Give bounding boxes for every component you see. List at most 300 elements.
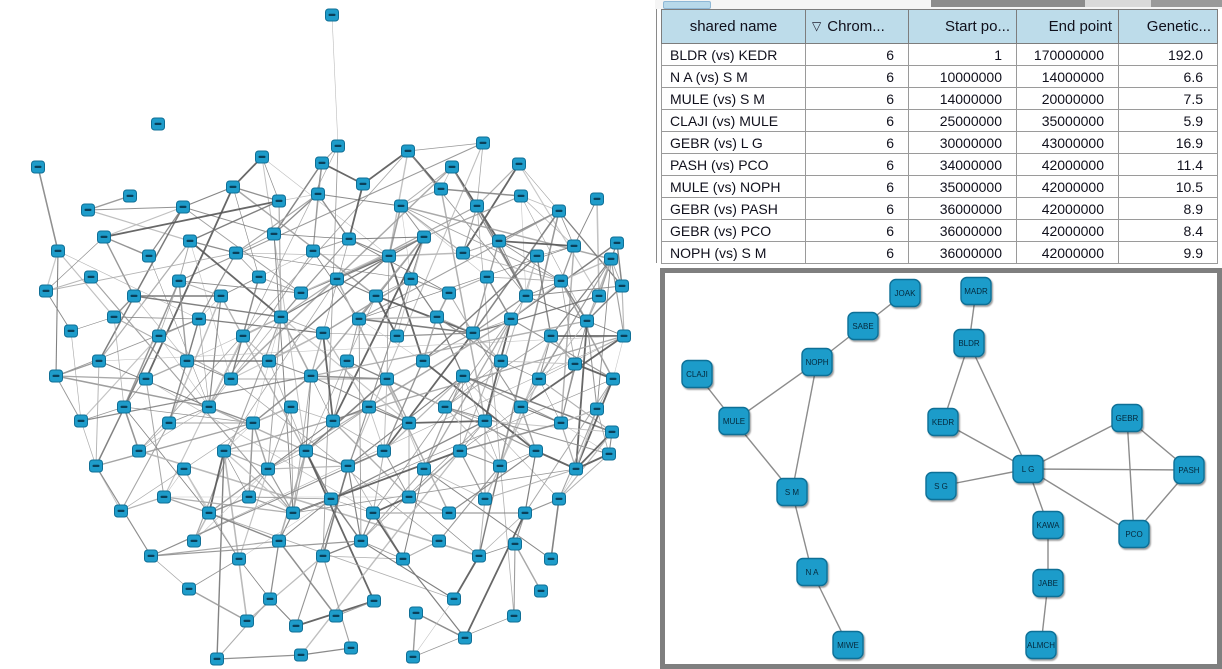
network-node[interactable] [407,651,420,663]
network-node[interactable] [262,463,275,475]
node-label-smudge [271,233,278,235]
network-node-BLDR[interactable] [954,330,984,357]
network-node[interactable] [273,535,286,547]
network-node[interactable] [75,415,88,427]
network-node-MULE[interactable] [719,408,749,435]
node-label-smudge [442,406,449,408]
table-cell[interactable]: 30000000 [909,132,1017,154]
node-label-smudge [121,406,128,408]
network-node[interactable] [410,607,423,619]
network-node[interactable] [431,311,444,323]
node-label-smudge [534,255,541,257]
network-node[interactable] [533,373,546,385]
network-node[interactable] [493,235,506,247]
network-node[interactable] [181,355,194,367]
network-node[interactable] [569,358,582,370]
table-cell[interactable]: 36000000 [909,220,1017,242]
network-node[interactable] [241,615,254,627]
network-node[interactable] [326,9,339,21]
network-node[interactable] [145,550,158,562]
network-node[interactable] [570,463,583,475]
network-node[interactable] [253,271,266,283]
network-node[interactable] [115,505,128,517]
table-cell[interactable]: 6 [806,154,909,176]
network-node[interactable] [591,403,604,415]
network-node[interactable] [443,507,456,519]
network-node[interactable] [295,649,308,661]
node-label-smudge [111,316,118,318]
network-node[interactable] [418,463,431,475]
table-cell[interactable]: 42000000 [1017,220,1119,242]
network-node[interactable] [158,491,171,503]
node-label: SABE [852,322,874,332]
column-header-chrom-[interactable] [806,10,909,44]
network-node[interactable] [153,330,166,342]
network-node[interactable] [383,250,396,262]
network-node[interactable] [545,330,558,342]
network-node[interactable] [184,235,197,247]
network-node[interactable] [183,583,196,595]
network-node[interactable] [82,204,95,216]
table-cell[interactable]: GEBR (vs) PCO [662,220,806,242]
network-node[interactable] [439,401,452,413]
network-edge [58,251,114,317]
network-node[interactable] [325,493,338,505]
table-cell[interactable]: CLAJI (vs) MULE [662,110,806,132]
network-node[interactable] [553,493,566,505]
network-node[interactable] [418,231,431,243]
table-row[interactable] [662,220,1218,242]
node-label-smudge [310,250,317,252]
network-node-NOPH[interactable] [802,349,832,376]
table-cell[interactable]: 6 [806,66,909,88]
node-label-smudge [303,450,310,452]
network-node[interactable] [459,632,472,644]
node-label-smudge [518,195,525,197]
column-header-shared-name[interactable] [662,10,806,44]
network-node[interactable] [133,445,146,457]
node-label-smudge [118,510,125,512]
table-cell[interactable]: NOPH (vs) S M [662,242,806,264]
network-node[interactable] [32,161,45,173]
node-label-smudge [335,145,342,147]
table-cell[interactable]: 170000000 [1017,44,1119,66]
network-node[interactable] [247,417,260,429]
network-node[interactable] [433,535,446,547]
node-label: MULE [722,417,746,427]
table-cell[interactable]: N A (vs) S M [662,66,806,88]
table-cell[interactable]: 6 [806,176,909,198]
column-header-start-po-[interactable] [909,10,1017,44]
network-node[interactable] [479,493,492,505]
node-label-smudge [408,278,415,280]
table-cell[interactable]: 1 [909,44,1017,66]
table-scroll-strip [655,0,1222,9]
table-row[interactable] [662,88,1218,110]
network-edge-BLDR-LG[interactable] [969,343,1028,469]
table-cell[interactable]: 6 [806,110,909,132]
network-node[interactable] [593,290,606,302]
network-node[interactable] [85,271,98,283]
network-node[interactable] [305,370,318,382]
table-cell[interactable]: GEBR (vs) PASH [662,198,806,220]
network-node-CLAJI[interactable] [682,361,712,388]
network-node[interactable] [531,250,544,262]
network-edge [514,544,515,616]
node-label-smudge [330,420,337,422]
node-label-smudge [246,496,253,498]
network-node[interactable] [378,445,391,457]
table-header-row [662,10,1218,44]
table-cell[interactable]: 7.5 [1119,88,1218,110]
network-node[interactable] [300,445,313,457]
table-cell[interactable]: BLDR (vs) KEDR [662,44,806,66]
network-node[interactable] [367,507,380,519]
network-node[interactable] [193,313,206,325]
network-node[interactable] [128,290,141,302]
network-node[interactable] [471,200,484,212]
network-node[interactable] [98,231,111,243]
table-cell[interactable]: 6 [806,242,909,264]
network-edge [253,376,311,423]
network-node[interactable] [243,491,256,503]
network-edge-LG-PASH[interactable] [1028,469,1189,470]
network-node[interactable] [417,355,430,367]
network-node-KAWA[interactable] [1033,512,1063,539]
network-node[interactable] [256,151,269,163]
node-label-smudge [293,625,300,627]
network-edge [479,499,485,556]
table-row[interactable] [662,176,1218,198]
table-cell[interactable]: 35000000 [1017,110,1119,132]
network-node[interactable] [345,642,358,654]
network-node[interactable] [473,550,486,562]
network-node[interactable] [553,205,566,217]
network-node[interactable] [457,370,470,382]
network-node[interactable] [555,275,568,287]
network-edge [349,184,363,239]
network-node[interactable] [140,373,153,385]
network-node[interactable] [581,315,594,327]
node-label-smudge [497,465,504,467]
network-edge [409,451,460,497]
network-node[interactable] [403,417,416,429]
network-node[interactable] [618,330,631,342]
table-cell[interactable]: 11.4 [1119,154,1218,176]
network-node[interactable] [495,355,508,367]
node-label-smudge [573,468,580,470]
filter-icon[interactable]: ▽ [812,18,822,33]
network-edge [56,251,58,376]
table-cell[interactable]: 5.9 [1119,110,1218,132]
network-node[interactable] [355,535,368,547]
network-node[interactable] [177,201,190,213]
network-node[interactable] [188,535,201,547]
network-node[interactable] [343,233,356,245]
table-row[interactable] [662,154,1218,176]
network-node[interactable] [381,373,394,385]
network-node[interactable] [332,140,345,152]
network-node[interactable] [290,620,303,632]
network-edge [189,559,239,589]
network-node[interactable] [178,463,191,475]
network-node[interactable] [218,445,231,457]
network-node[interactable] [591,193,604,205]
node-label-smudge [533,450,540,452]
table-cell[interactable]: 6 [806,44,909,66]
network-node-PCO[interactable] [1119,521,1149,548]
network-node[interactable] [391,330,404,342]
table-cell[interactable]: 10.5 [1119,176,1218,198]
network-node[interactable] [479,415,492,427]
network-node[interactable] [555,417,568,429]
network-node[interactable] [317,327,330,339]
network-node[interactable] [616,280,629,292]
network-edge-NOPH-SM[interactable] [792,362,817,492]
network-node[interactable] [454,445,467,457]
network-node[interactable] [225,373,238,385]
table-cell[interactable]: 42000000 [1017,154,1119,176]
network-node-NA[interactable] [797,559,827,586]
network-node[interactable] [233,553,246,565]
network-node[interactable] [143,250,156,262]
table-cell[interactable]: 36000000 [909,242,1017,264]
network-edge-GEBR-PCO[interactable] [1127,418,1134,534]
network-node-SG[interactable] [926,473,956,500]
network-node[interactable] [124,190,137,202]
column-header-end-point[interactable] [1017,10,1119,44]
network-node[interactable] [370,290,383,302]
table-cell[interactable]: 8.4 [1119,220,1218,242]
network-node[interactable] [173,275,186,287]
network-node-PASH[interactable] [1174,457,1204,484]
network-node[interactable] [448,593,461,605]
node-label-smudge [446,512,453,514]
network-node[interactable] [108,311,121,323]
network-node-JABE[interactable] [1033,570,1063,597]
node-label-smudge [606,453,613,455]
network-node[interactable] [357,178,370,190]
network-edge [416,613,465,638]
network-edge [373,513,403,559]
table-cell[interactable]: 9.9 [1119,242,1218,264]
network-node[interactable] [227,181,240,193]
table-cell[interactable]: 36000000 [909,198,1017,220]
table-cell[interactable]: 42000000 [1017,198,1119,220]
network-node[interactable] [435,183,448,195]
network-node[interactable] [446,161,459,173]
network-node-MIWE[interactable] [833,632,863,659]
table-cell[interactable]: 34000000 [909,154,1017,176]
table-cell[interactable]: PASH (vs) PCO [662,154,806,176]
network-node[interactable] [330,610,343,622]
node-label: JOAK [894,289,916,299]
small-network-canvas[interactable] [665,273,1217,664]
network-node[interactable] [568,240,581,252]
network-node[interactable] [535,585,548,597]
network-node[interactable] [287,507,300,519]
network-node-LG[interactable] [1013,456,1043,483]
network-node[interactable] [403,491,416,503]
network-node[interactable] [508,610,521,622]
network-edge [217,451,224,659]
table-cell[interactable]: 20000000 [1017,88,1119,110]
network-node[interactable] [341,355,354,367]
node-label-smudge [206,406,213,408]
node-label-smudge [482,420,489,422]
network-node[interactable] [203,401,216,413]
network-node[interactable] [317,550,330,562]
network-node[interactable] [607,373,620,385]
network-edge [384,379,387,451]
network-node[interactable] [307,245,320,257]
table-cell[interactable]: 42000000 [1017,242,1119,264]
network-node[interactable] [342,460,355,472]
table-row[interactable] [662,242,1218,264]
network-node[interactable] [215,290,228,302]
node-label-smudge [187,240,194,242]
network-node-SM[interactable] [777,479,807,506]
network-node-KEDR[interactable] [928,409,958,436]
node-label-smudge [484,276,491,278]
table-cell[interactable]: 16.9 [1119,132,1218,154]
network-node[interactable] [519,507,532,519]
table-cell[interactable]: 10000000 [909,66,1017,88]
node-label-smudge [329,14,336,16]
network-node[interactable] [263,355,276,367]
column-header-genetic-[interactable] [1119,10,1218,44]
table-cell[interactable]: 192.0 [1119,44,1218,66]
network-node[interactable] [275,311,288,323]
network-node[interactable] [327,415,340,427]
network-node[interactable] [395,200,408,212]
table-cell[interactable]: 6.6 [1119,66,1218,88]
table-cell[interactable]: 6 [806,132,909,154]
table-cell[interactable]: 25000000 [909,110,1017,132]
network-node[interactable] [353,313,366,325]
node-label-smudge [180,206,187,208]
table-cell[interactable]: MULE (vs) NOPH [662,176,806,198]
node-label-smudge [214,658,221,660]
table-row[interactable] [662,132,1218,154]
node-label-smudge [398,205,405,207]
network-node[interactable] [515,190,528,202]
network-node[interactable] [163,417,176,429]
network-edge [359,317,437,319]
network-node[interactable] [152,118,165,130]
network-node[interactable] [513,158,526,170]
network-node[interactable] [264,593,277,605]
network-node[interactable] [295,287,308,299]
node-label-smudge [196,318,203,320]
network-node[interactable] [368,595,381,607]
network-node[interactable] [603,448,616,460]
network-node[interactable] [520,290,533,302]
network-node[interactable] [530,445,543,457]
node-label-smudge [614,242,621,244]
table-cell[interactable]: 6 [806,88,909,110]
table-cell[interactable]: 6 [806,220,909,242]
network-node[interactable] [237,330,250,342]
table-row[interactable] [662,44,1218,66]
table-cell[interactable]: 14000000 [1017,66,1119,88]
network-node[interactable] [494,460,507,472]
network-node-ALMCH[interactable] [1026,632,1056,659]
network-node[interactable] [118,401,131,413]
network-node[interactable] [402,145,415,157]
network-node[interactable] [477,137,490,149]
network-node-GEBR[interactable] [1112,405,1142,432]
network-node[interactable] [605,253,618,265]
table-row[interactable] [662,66,1218,88]
network-node-SABE[interactable] [848,313,878,340]
column-header-label: Start po... [944,18,1010,35]
network-node[interactable] [515,401,528,413]
network-node[interactable] [273,195,286,207]
network-edge [270,541,279,599]
node-label: KEDR [931,418,955,428]
network-edge [96,423,253,466]
network-node[interactable] [405,273,418,285]
network-node[interactable] [285,401,298,413]
network-node[interactable] [90,460,103,472]
network-node[interactable] [52,245,65,257]
table-cell[interactable]: MULE (vs) S M [662,88,806,110]
network-node[interactable] [505,313,518,325]
network-node-JOAK[interactable] [890,280,920,307]
table-cell[interactable]: 43000000 [1017,132,1119,154]
network-node[interactable] [50,370,63,382]
network-edge [281,317,409,423]
table-row[interactable] [662,110,1218,132]
node-label-smudge [344,360,351,362]
network-node[interactable] [40,285,53,297]
network-node[interactable] [509,538,522,550]
scrollbar-thumb[interactable] [663,1,711,9]
table-cell[interactable]: 8.9 [1119,198,1218,220]
network-node[interactable] [93,355,106,367]
table-row[interactable] [662,198,1218,220]
network-node[interactable] [65,325,78,337]
network-node[interactable] [606,426,619,438]
network-node[interactable] [230,247,243,259]
network-node[interactable] [481,271,494,283]
network-node[interactable] [203,507,216,519]
table-cell[interactable]: 14000000 [909,88,1017,110]
network-node[interactable] [363,401,376,413]
table-cell[interactable]: GEBR (vs) L G [662,132,806,154]
node-label-smudge [523,295,530,297]
network-node[interactable] [397,553,410,565]
table-cell[interactable]: 35000000 [909,176,1017,198]
network-node[interactable] [545,553,558,565]
node-label-smudge [462,637,469,639]
network-node[interactable] [268,228,281,240]
table-cell[interactable]: 42000000 [1017,176,1119,198]
network-node[interactable] [611,237,624,249]
network-node[interactable] [331,273,344,285]
network-node[interactable] [443,287,456,299]
node-label: KAWA [1036,521,1060,531]
network-node-MADR[interactable] [961,278,991,305]
network-node[interactable] [211,653,224,665]
table-cell[interactable]: 6 [806,198,909,220]
network-node[interactable] [316,157,329,169]
node-label-smudge [267,598,274,600]
network-node[interactable] [312,188,325,200]
network-node[interactable] [467,327,480,339]
network-node[interactable] [457,247,470,259]
